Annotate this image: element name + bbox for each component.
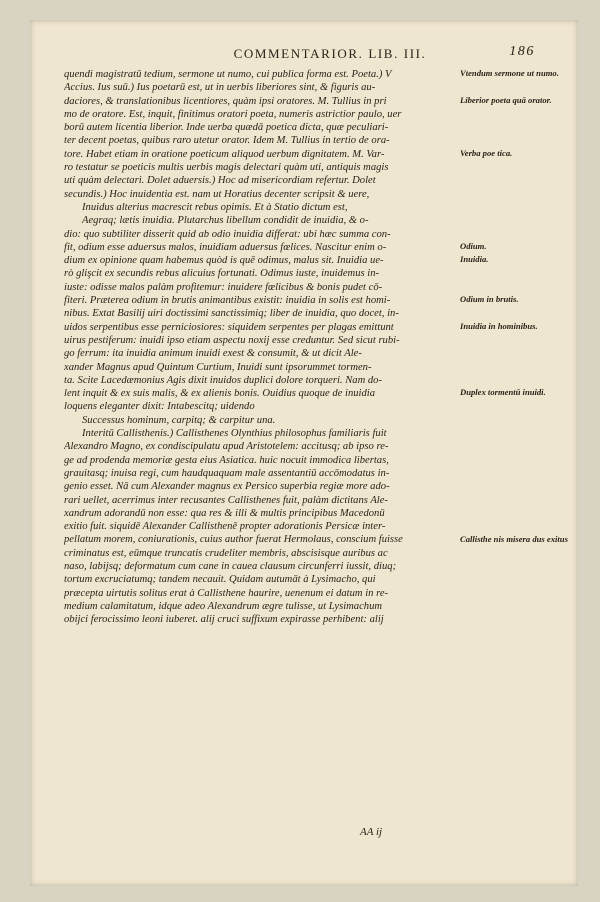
text-line: pellatum morem, coniurationis, cuius author fuerat Hermolaus, conscium fuisse: [64, 534, 403, 546]
text-line: secundis.) Hoc inuidentia est. nam ut Horatius decenter scripsit & uere,: [64, 188, 370, 200]
margin-note: Odium in brutis.: [460, 294, 519, 305]
margin-note: Verba poe tica.: [460, 147, 513, 158]
text-line: genio esset. Nā cum Alexander magnus ex Persico superbia regiæ more ado-: [64, 481, 390, 493]
text-line: rò glişcit ex secundis rebus alicuius fortunati. Odimus iuste, inuidemus in-: [64, 268, 380, 280]
signature-mark: AA ij: [360, 826, 383, 838]
margin-note: Duplex tormentū inuidi.: [460, 387, 546, 398]
text-line: daciores, & translationibus licentiores, quàm ipsi oratores. M. Tullius in pri: [64, 95, 387, 107]
text-line: Inuidus alterius macrescit rebus opimis. Et à Statio dictum est,: [82, 201, 348, 213]
text-line: go ferrum: ita inuidia animum inuidi exest & consumit, & ut dicit Ale-: [64, 348, 362, 360]
running-head: [125, 46, 535, 62]
body-text: [64, 68, 452, 626]
text-line: ge ad prodenda memoriæ gesta eius Asiatica. huic nocuit immodica libertas,: [64, 454, 389, 466]
text-line: xandrum adorandū non esse: qua res & illi & multis principibus Macedonū: [64, 507, 385, 519]
running-title: COMMENTARIOR. LIB. III.: [233, 46, 427, 61]
text-line: fiteri. Præterea odium in brutis animantibus existit: inuidia in solis est homi-: [64, 295, 391, 307]
text-line: criminatus est, eūmque truncatis crudeliter membris, abscisisque auribus ac: [64, 547, 388, 559]
margin-note: Odium.: [460, 240, 487, 251]
text-line: exitio fuit. siquidē Alexander Callisthenē propter adorationis Persicæ inter-: [64, 521, 386, 533]
margin-note: Callisthe nis misera dus exitus: [460, 533, 568, 544]
text-line: fit, odium esse aduersus malos, inuidiam aduersus fœlices. Nascitur enim o-: [64, 241, 387, 253]
text-line: quendi magistratū tedium, sermone ut numo, cui publica forma est. Poeta.) V: [64, 69, 392, 80]
text-line: rari uellet, acerrimus inter recusantes Callisthenes fuit, palàm dictitans Ale-: [64, 494, 388, 506]
book-page: [30, 20, 578, 886]
text-line: Successus hominum, carpitq; & carpitur una.: [82, 414, 276, 426]
text-line: ro testatur se poeticis multis uerbis magis delectari quàm uti, antiquis magis: [64, 162, 389, 174]
text-line: Interitū Callisthenis.) Callisthenes Olynthius philosophus familiaris fuit: [82, 428, 387, 440]
text-line: grauitasq; inuisa regi, cum haudquaquam male assentantiū accōmodatus in-: [64, 467, 390, 479]
text-line: tore. Habet etiam in oratione poeticum aliquod uerbum dignitatem. M. Var-: [64, 148, 385, 160]
text-line: dium ex opinione quam habemus quòd is quē odimus, malus sit. Inuidia ue-: [64, 255, 384, 267]
text-line: lent inquit & ex suis malis, & ex alienis bonis. Ouidius quoque de inuidia: [64, 388, 376, 400]
text-line: ta. Scite Lacedæmonius Agis dixit inuidos duplici dolore torqueri. Nam do-: [64, 374, 382, 386]
text-line: nibus. Extat Basilij uiri doctissimi sanctissimiq; liber de inuidia, quo docet, in-: [64, 308, 399, 320]
text-line: dio: quo subtiliter disserit quid ab odio inuidia differat: ubi hæc summa con-: [64, 228, 391, 240]
text-line: uidos serpentibus esse perniciosiores: siquidem serpentes per plagas emittunt: [64, 321, 394, 333]
text-line: naso, labijsq; deformatum cum cane in cauea clausum circunferri iussit, diuq;: [64, 560, 397, 572]
margin-note: Inuidia in hominibus.: [460, 320, 538, 331]
text-line: Alexandro Magno, ex condiscipulatu apud Aristotelem: accitusq; ab ipso re-: [64, 441, 389, 453]
text-line: obijci ferocissimo leoni iuberet. alij cruci suffixum expirasse perhibent: alij: [64, 614, 384, 626]
text-line: præcepta uirtutis solitus erat à Callisthene haurire, uenenum ei datum in re-: [64, 587, 389, 599]
text-line: borū autem licentia liberior. Inde uerba quædā poetica dicta, quæ peculiari-: [64, 122, 389, 134]
text-line: loquens eleganter dixit: Intabescitq; uidendo: [64, 401, 255, 413]
page-number: 186: [509, 44, 535, 59]
margin-note: Liberior poeta quā orator.: [460, 94, 552, 105]
text-line: medium calamitatum, idque adeo Alexandrum ægre tulisse, ut Lysimachum: [64, 600, 383, 612]
text-line: ter decent poetas, quibus raro utetur orator. Idem M. Tullius in tertio de ora-: [64, 135, 390, 147]
margin-note: Inuidia.: [460, 254, 489, 265]
text-line: iuste: odisse malos palàm profitemur: inuidere fœlicibus & bonis pudet cō-: [64, 281, 383, 293]
text-line: Aegraq; lætis inuidia. Plutarchus libellum condidit de inuidia, & o-: [82, 215, 369, 227]
text-line: Accius. Ius suū.) Ius poetarū est, ut in uerbis liberiores sint, & figuris au-: [64, 82, 376, 94]
text-line: uirus pestiferum: inuidi ipso etiam aspectu noxij esse creduntur. Sed sicut rubi-: [64, 334, 400, 346]
text-line: mo de oratore. Est, inquit, finitimus oratori poeta, numeris astrictior paulo, uer: [64, 108, 402, 120]
text-line: xander Magnus apud Quintum Curtium, Inuidi sunt ipsorummet tormen-: [64, 361, 372, 373]
text-line: tortum excruciatumq; tandem necauit. Quidam autumāt à Lysimacho, qui: [64, 574, 376, 586]
margin-note: Vtendum sermone ut numo.: [460, 68, 559, 78]
text-line: uti quàm delectari. Dolet aduersis.) Hoc ad misericordiam refertur. Dolet: [64, 175, 376, 187]
